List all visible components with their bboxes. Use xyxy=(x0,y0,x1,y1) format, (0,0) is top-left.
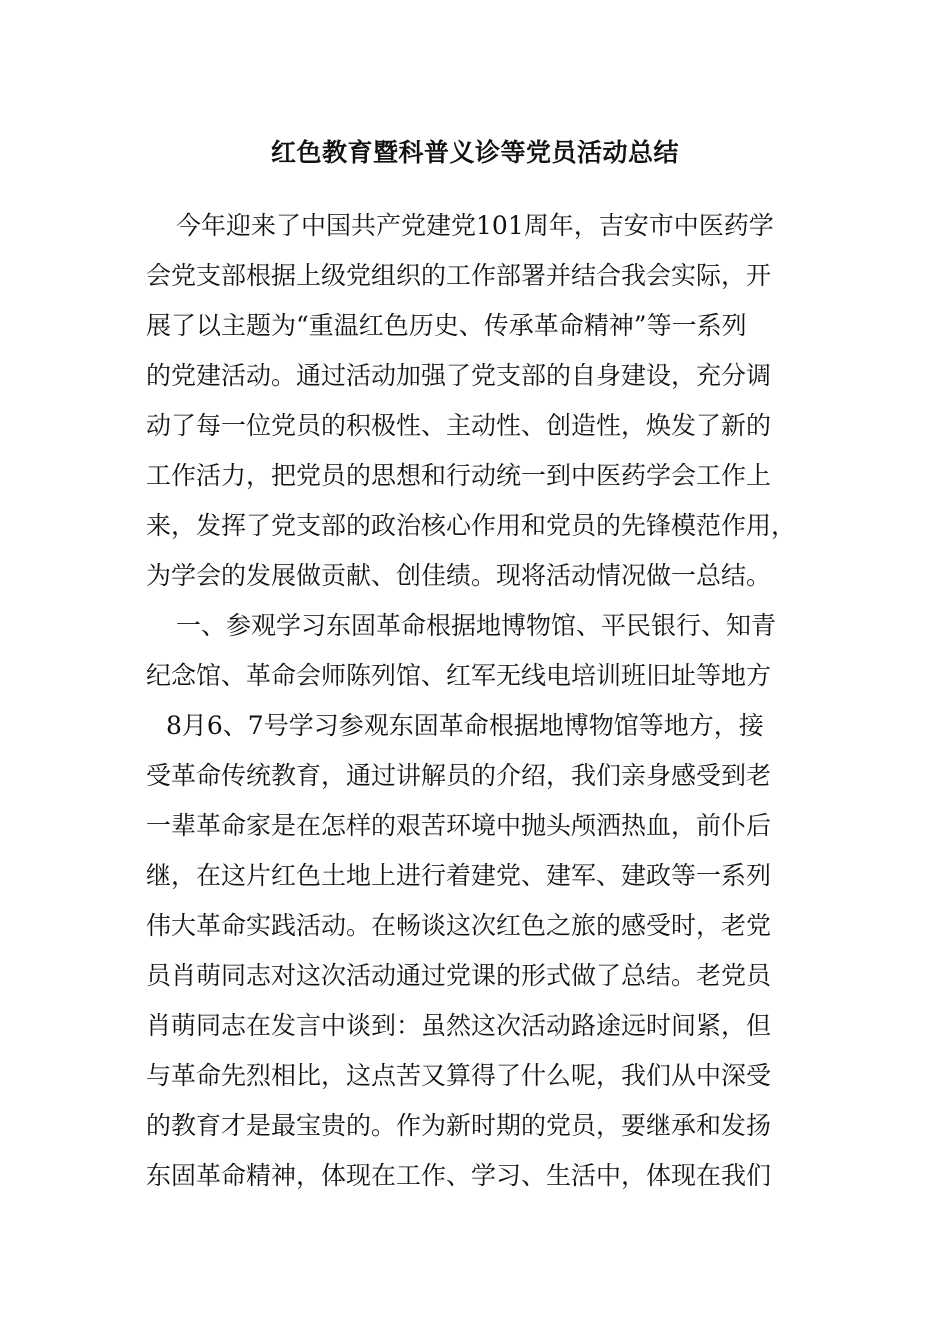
paragraph-line: 的教育才是最宝贵的。作为新时期的党员，要继承和发扬 xyxy=(146,1111,772,1140)
paragraph-line: 工作活力，把党员的思想和行动统一到中医药学会工作上 xyxy=(146,461,772,490)
paragraph-line: 今年迎来了中国共产党建党101周年，吉安市中医药学 xyxy=(176,211,774,240)
paragraph-line: 为学会的发展做贡献、创佳绩。现将活动情况做一总结。 xyxy=(146,561,772,590)
paragraph-line: 肖萌同志在发言中谈到：虽然这次活动路途远时间紧，但 xyxy=(146,1011,772,1040)
paragraph-line: 的党建活动。通过活动加强了党支部的自身建设，充分调 xyxy=(146,361,772,390)
document-body xyxy=(146,201,802,1201)
paragraph-line: 展了以主题为“重温红色历史、传承革命精神”等一系列 xyxy=(146,311,747,340)
paragraph-line: 东固革命精神，体现在工作、学习、生活中，体现在我们 xyxy=(146,1161,772,1190)
document-title: 红色教育暨科普义诊等党员活动总结 xyxy=(270,138,679,167)
paragraph-line: 员肖萌同志对这次活动通过党课的形式做了总结。老党员 xyxy=(146,961,772,990)
section-heading-line: 纪念馆、革命会师陈列馆、红军无线电培训班旧址等地方 xyxy=(146,661,772,690)
paragraph-line: 伟大革命实践活动。在畅谈这次红色之旅的感受时，老党 xyxy=(146,911,772,940)
paragraph-line: 一辈革命家是在怎样的艰苦环境中抛头颅洒热血，前仆后 xyxy=(146,811,772,840)
paragraph-line: 来，发挥了党支部的政治核心作用和党员的先锋模范作用， xyxy=(146,511,797,540)
paragraph-line: 继，在这片红色土地上进行着建党、建军、建政等一系列 xyxy=(146,861,772,890)
paragraph-line: 会党支部根据上级党组织的工作部署并结合我会实际，开 xyxy=(146,261,772,290)
paragraph-line: 受革命传统教育，通过讲解员的介绍，我们亲身感受到老 xyxy=(146,761,772,790)
paragraph-line: 与革命先烈相比，这点苦又算得了什么呢，我们从中深受 xyxy=(146,1061,772,1090)
paragraph-line: 8月6、7号学习参观东固革命根据地博物馆等地方，接 xyxy=(166,711,764,740)
section-heading-line: 一、参观学习东固革命根据地博物馆、平民银行、知青 xyxy=(176,611,777,640)
paragraph-line: 动了每一位党员的积极性、主动性、创造性，焕发了新的 xyxy=(146,411,772,440)
